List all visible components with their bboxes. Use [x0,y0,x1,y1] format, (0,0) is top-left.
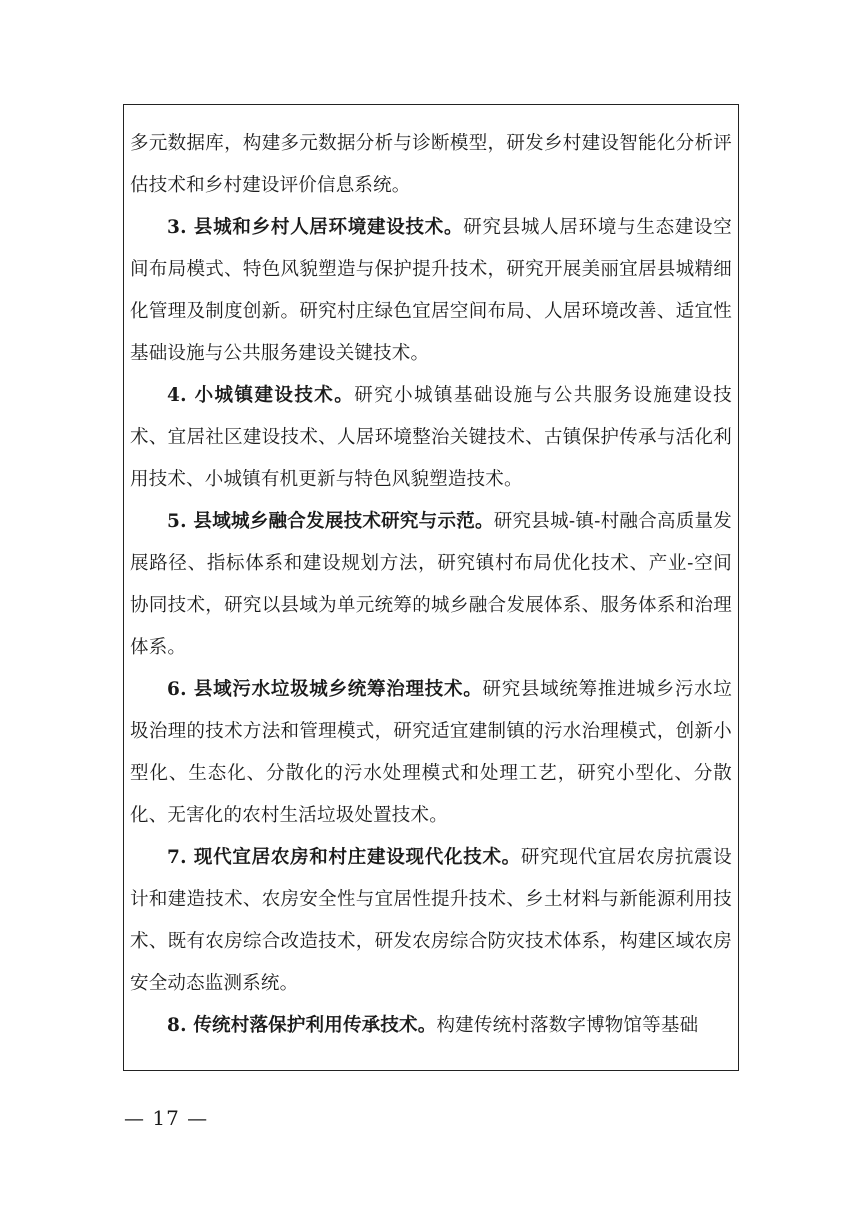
paragraph-item-5 [130,501,732,669]
content-body [130,123,732,1047]
paragraph-body: 研究小城镇基础设施与公共服务设施建设技术、宜居社区建设技术、人居环境整治关键技术、古镇保护传承与活化利用技术、小城镇有机更新与特色风貌塑造技术。 [130,385,732,490]
paragraph-body: 研究县城人居环境与生态建设空间布局模式、特色风貌塑造与保护提升技术，研究开展美丽宜居县城精细化管理及制度创新。研究村庄绿色宜居空间布局、人居环境改善、适宜性基础设施与公共服务建设关键技术。 [130,217,732,364]
paragraph-item-8 [130,1005,732,1047]
paragraph-heading: 3. 县城和乡村人居环境建设技术。 [167,217,464,238]
paragraph-heading: 6. 县域污水垃圾城乡统筹治理技术。 [167,679,483,700]
paragraph-item-6 [130,669,732,837]
paragraph-body: 研究现代宜居农房抗震设计和建造技术、农房安全性与宜居性提升技术、乡土材料与新能源利用技术、既有农房综合改造技术，研发农房综合防灾技术体系，构建区域农房安全动态监测系统。 [130,847,732,994]
paragraph-item-7 [130,837,732,1005]
paragraph-heading: 7. 现代宜居农房和村庄建设现代化技术。 [167,847,521,868]
paragraph-heading: 4. 小城镇建设技术。 [167,385,355,406]
paragraph-heading: 8. 传统村落保护利用传承技术。 [167,1015,437,1036]
paragraph-heading: 5. 县域城乡融合发展技术研究与示范。 [167,511,494,532]
paragraph-body: 研究县城-镇-村融合高质量发展路径、指标体系和建设规划方法，研究镇村布局优化技术、产业-空间协同技术，研究以县域为单元统筹的城乡融合发展体系、服务体系和治理体系。 [130,511,732,658]
paragraph-item-4 [130,375,732,501]
page-number: — 17 — [124,1106,209,1130]
paragraph-body: 构建传统村落数字博物馆等基础 [436,1015,699,1036]
paragraph-body: 研究县域统筹推进城乡污水垃圾治理的技术方法和管理模式，研究适宜建制镇的污水治理模式，创新小型化、生态化、分散化的污水处理模式和处理工艺，研究小型化、分散化、无害化的农村生活垃圾处置技术。 [130,679,732,826]
paragraph-item-3 [130,207,732,375]
content-box [123,104,739,1071]
paragraph-continued [130,123,732,207]
paragraph-body: 多元数据库，构建多元数据分析与诊断模型，研发乡村建设智能化分析评估技术和乡村建设评价信息系统。 [130,133,732,196]
